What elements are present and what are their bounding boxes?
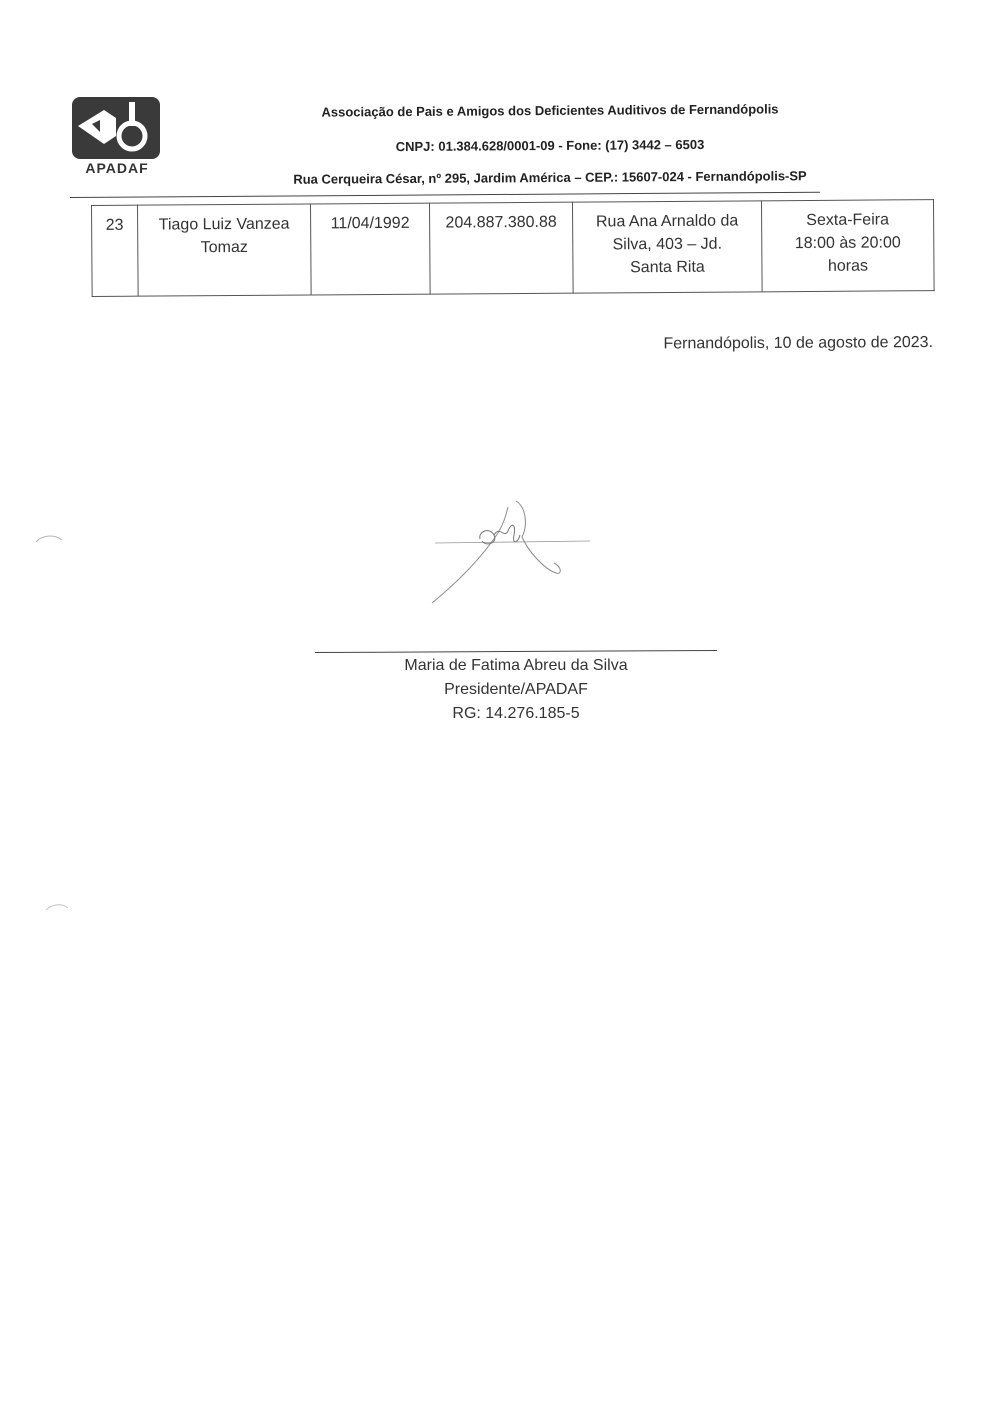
schedule-line: Sexta-Feira bbox=[806, 211, 890, 230]
member-address bbox=[572, 201, 762, 293]
organization-contact: CNPJ: 01.384.628/0001-09 - Fone: (17) 3442 – 6503 bbox=[395, 136, 705, 155]
member-name bbox=[138, 204, 312, 296]
signatory-block bbox=[316, 654, 716, 726]
schedule-line: horas bbox=[827, 257, 869, 275]
schedule-line: 18:00 às 20:00 bbox=[794, 234, 901, 253]
handwritten-signature bbox=[420, 495, 600, 615]
signatory-rg: RG: 14.276.185-5 bbox=[452, 705, 580, 722]
scan-mark bbox=[34, 532, 64, 544]
signatory-role: Presidente/APADAF bbox=[444, 681, 588, 698]
scan-mark bbox=[44, 900, 70, 912]
member-name-line: Tiago Luiz Vanzea bbox=[158, 215, 290, 234]
signature-line bbox=[315, 650, 717, 653]
header-divider bbox=[70, 192, 820, 198]
birth-date: 11/04/1992 bbox=[310, 203, 430, 295]
document-number: 204.887.380.88 bbox=[429, 202, 573, 294]
row-number: 23 bbox=[92, 205, 139, 296]
address-line: Santa Rita bbox=[630, 258, 705, 277]
logo-text: APADAF bbox=[85, 160, 149, 176]
table-row bbox=[92, 200, 935, 297]
organization-address: Rua Cerqueira César, nº 295, Jardim América – CEP.: 15607-024 - Fernandópolis-SP bbox=[293, 168, 807, 187]
organization-name: Associação de Pais e Amigos dos Deficientes Auditivos de Fernandópolis bbox=[321, 101, 779, 120]
place-and-date: Fernandópolis, 10 de agosto de 2023. bbox=[663, 334, 934, 353]
address-line: Rua Ana Arnaldo da bbox=[595, 212, 739, 231]
member-name-line: Tomaz bbox=[200, 238, 248, 257]
signatory-name: Maria de Fatima Abreu da Silva bbox=[404, 657, 628, 674]
schedule bbox=[761, 200, 934, 292]
logo-ear-icon bbox=[70, 96, 164, 160]
address-line: Silva, 403 – Jd. bbox=[612, 235, 723, 254]
apadaf-logo bbox=[70, 96, 164, 178]
members-table bbox=[91, 199, 935, 297]
